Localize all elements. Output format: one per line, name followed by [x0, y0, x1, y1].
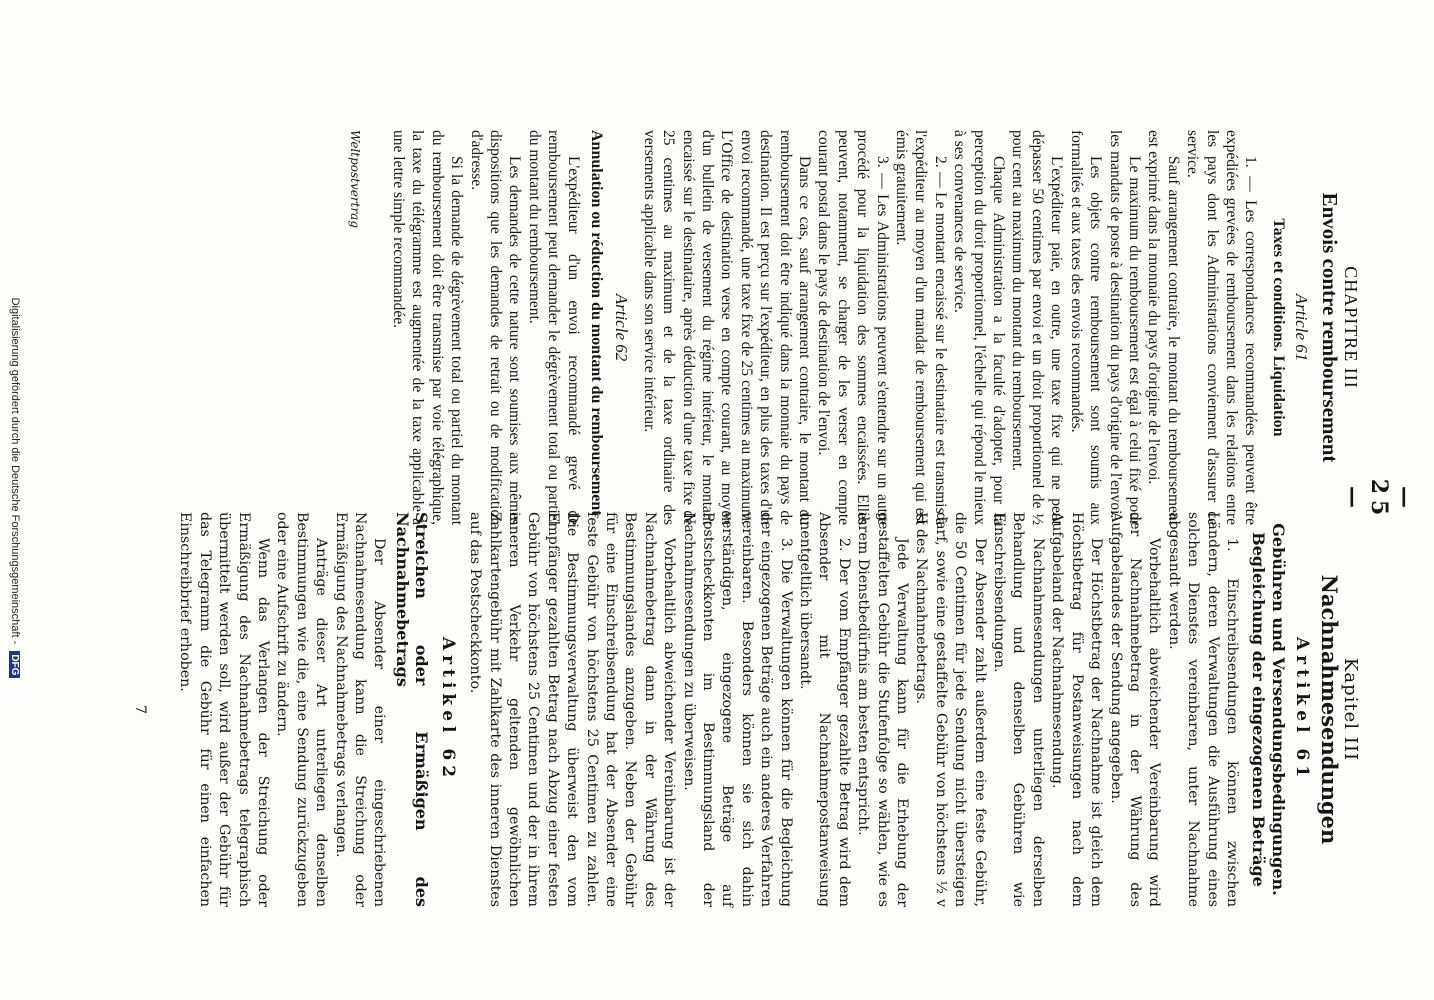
french-paragraph: 1. — Les correspondances recommandées peuvent être expédiées grevées de remboursement dans les relations entre les pays dont les Administrations conviennent d'assurer ce service. — [1184, 130, 1260, 525]
german-paragraph: Vorbehaltlich abweichender Vereinbarung ist der Nachnahmebetrag dann in der Währung des Bestimmungslandes anzugeben. Neben der Gebühr für eine Einschreibsendung hat der Absender eine feste Gebühr von höchstens 25 Centimen zu zahlen. Die Bestimmungsverwaltung überweist den vom Empfänger gezahlten Betrag nach Abzug einer festen Gebühr von höchstens 25 Centimen und der in ihrem inneren Verkehr geltenden gewöhnlichen Zahlkartengebühr mit Zahlkarte des inneren Dienstes auf das Postscheckkonto. — [467, 512, 678, 907]
german-paragraph: Wenn das Verlangen der Streichung oder Ermäßigung des Nachnahmebetrags telegraphisch übermittelt werden soll, wird außer der Gebühr für das Telegramm die Gebühr für einen einfachen Einschreibbrief erhoben. — [177, 512, 272, 907]
french-footer: Weltpostvertrag — [348, 130, 363, 229]
dfg-logo: DFG — [9, 651, 20, 678]
german-column — [130, 512, 1390, 907]
french-article-61-subtitle: Taxes et conditions. Liquidation — [1269, 218, 1287, 437]
french-column — [345, 130, 1390, 525]
german-article-61-subtitle: Gebühren und Versendungsbedingungen. Begleichung der eingezogenen Beträge — [1249, 523, 1288, 896]
french-paragraph: Dans ce cas, sauf arrangement contraire, le montant du remboursement doit être indiqué dans la monnaie du pays de destination. Il est perçu sur l'expéditeur, en plus des taxes d'un envoi recommandé, une taxe fixe de 25 centimes au maximum. L'Office de destination verse en compte courant, au moyen d'un bulletin de versement du régime intérieur, le montant encaissé sur le destinataire, après déduction d'une taxe fixe de 25 centimes au maximum et de la taxe ordinaire des versements applicable dans son service intérieur. — [640, 130, 814, 525]
german-paragraph: Vorbehaltlich abweichender Vereinbarung wird der Nachnahmebetrag in der Währung des Aufgabelandes der Sendung angegeben. — [1107, 512, 1163, 907]
french-article-61-label: Article 61 — [1292, 293, 1312, 362]
german-paragraph: 3. Die Verwaltungen können für die Begleichung der eingezogenen Beträge auch ein anderes Verfahren vereinbaren. Besonders können sie sich dahin verständigen, eingezogene Beträge auf Postscheckkonten im Bestimmungsland der Nachnahmesendungen zu überweisen. — [680, 512, 794, 907]
german-paragraph: Anträge dieser Art unterliegen denselben Bestimmungen wie die, eine Sendung zurückzugeben oder eine Aufschrift zu ändern. — [274, 512, 330, 907]
german-article-62-subtitle: Streichen oder Ermäßigen des Nachnahmebetrags — [392, 512, 432, 907]
document-page — [60, 0, 1418, 1000]
page-number: — 25 — — [1340, 478, 1418, 522]
french-article-62-subtitle: Annulation ou réduction du montant du remboursement — [587, 130, 605, 516]
french-paragraph: L'expéditeur d'un envoi recommandé grevé de remboursement peut demander le dégrèvement total ou partiel du montant du remboursement. — [525, 130, 582, 525]
german-paragraph: 2. Der vom Empfänger gezahlte Betrag wird dem Absender mit Nachnahmepostanweisung unentgeltlich übersandt. — [797, 512, 852, 907]
french-paragraph: Si la demande de dégrèvement total ou partiel du montant du remboursement doit être transmise par voie télégraphique, la taxe du télégramme est augmentée de la taxe applicable à une lettre simple recommandée. — [389, 130, 466, 525]
german-paragraph: Jede Verwaltung kann für die Erhebung der gestaffelten Gebühr die Stufenfolge so wählen, wie es ihrem Dienstbedürfnis am besten entspricht. — [855, 512, 911, 907]
digitization-note — [9, 13, 21, 963]
german-paragraph: Der Höchstbetrag der Nachnahme ist gleich dem Höchstbetrag für Postanweisungen nach dem Aufgabeland der Nachnahmesendung. — [1049, 512, 1105, 907]
german-paragraph: 1. Einschreibsendungen können zwischen Ländern, deren Verwaltungen die Ausführung eines solchen Dienstes vereinbaren, unter Nachnahme abgesandt werden. — [1165, 512, 1240, 907]
german-article-61-label: Artikel 61 — [1292, 636, 1313, 783]
french-paragraph: L'expéditeur paie, en outre, une taxe fixe qui ne peut dépasser 50 centimes par envoi et un droit proportionnel de ½ pour cent au maximum du montant du remboursement. — [1009, 130, 1066, 525]
french-paragraph: Les demandes de cette nature sont soumises aux mêmes dispositions que les demandes de retrait ou de modification d'adresse. — [467, 130, 524, 525]
german-article-62-label: Artikel 62 — [437, 636, 458, 783]
dfg-sidebar — [0, 0, 22, 1000]
german-paragraph: Nachnahmesendungen unterliegen derselben Behandlung und denselben Gebühren wie Einschreibsendungen. — [991, 512, 1046, 907]
french-paragraph: 2. — Le montant encaissé sur le destinataire est transmis à l'expéditeur au moyen d'un mandat de remboursement qui est émis gratuitement. — [893, 130, 949, 525]
french-chapter-title: Envois contre remboursement — [1317, 192, 1342, 463]
digitization-note-text: Digitalisierung gefördert durch die Deutsche Forschungsgemeinschaft - — [9, 297, 21, 645]
german-footer: 7 — [132, 704, 149, 715]
french-paragraph: Le maximum du remboursement est égal à celui fixé pour les mandats de poste à destination du pays d'origine de l'envoi. — [1106, 130, 1143, 525]
german-chapter-title: Nachnahmesendungen — [1316, 574, 1342, 845]
french-paragraph: 3. — Les Administrations peuvent s'entendre sur un autre procédé pour la liquidation des sommes encaissées. Elles peuvent, notamment, se charger de les verser en compte courant postal dans le pays de destination de l'envoi. — [815, 130, 891, 525]
french-article-62-label: Article 62 — [612, 293, 632, 362]
french-paragraph: Les objets contre remboursement sont soumis aux formalités et aux taxes des envois recommandés. — [1067, 130, 1105, 525]
german-paragraph: Der Absender zahlt außerdem eine feste Gebühr, die 50 Centimen für jede Sendung nicht übersteigen darf, sowie eine gestaffelte Gebühr von höchstens ½ v H des Nachnahmebetrags. — [913, 512, 988, 907]
french-paragraph: Sauf arrangement contraire, le montant du remboursement est exprimé dans la monnaie du pays d'origine de l'envoi. — [1145, 130, 1182, 525]
german-chapter: Kapitel III — [1340, 657, 1361, 762]
french-chapter: CHAPITRE III — [1341, 266, 1361, 389]
french-paragraph: Chaque Administration a la faculté d'adopter, pour la perception du droit proportionnel, l'échelle qui répond le mieux à ses convenances de service. — [951, 130, 1008, 525]
german-paragraph: Der Absender einer eingeschriebenen Nachnahmesendung kann die Streichung oder Ermäßigung des Nachnahmebetrags verlangen. — [332, 512, 388, 907]
